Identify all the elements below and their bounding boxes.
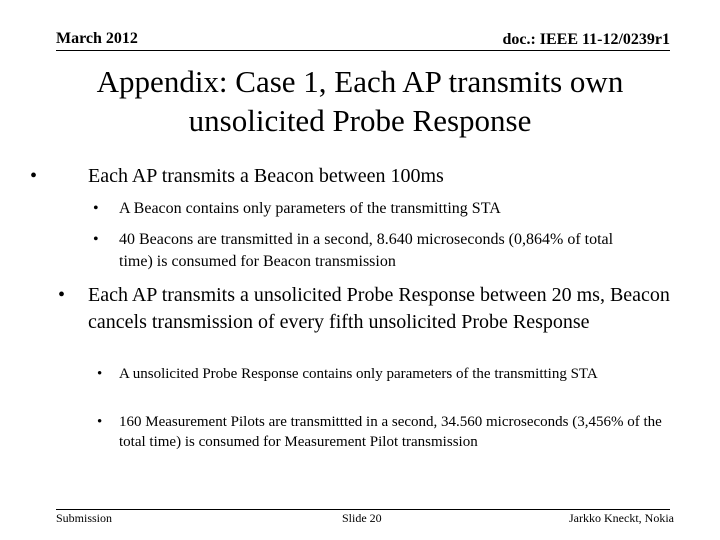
footer-submission: Submission xyxy=(56,511,113,525)
bullet-1-sub-1 xyxy=(93,198,679,220)
header-date: March 2012 xyxy=(56,30,138,47)
bullet-1-text: Each AP transmits a Beacon between 100ms xyxy=(88,165,444,187)
bullet-1-sub-2 xyxy=(93,229,619,273)
bullet-dot-icon: • xyxy=(93,200,99,217)
title-line-2: unsolicited Probe Response xyxy=(188,103,532,138)
bullet-2-sub-1-text: A unsolicited Probe Response contains only parameters of the transmitting STA xyxy=(119,366,598,382)
bullet-2-sub-2 xyxy=(97,413,679,452)
bullet-dot-icon: • xyxy=(97,366,103,382)
bullet-2-sub-1 xyxy=(97,365,679,385)
bullet-dot-icon: • xyxy=(30,165,38,187)
title-line-1: Appendix: Case 1, Each AP transmits own xyxy=(96,64,624,99)
slide-title xyxy=(30,62,690,140)
footer-author: Jarkko Kneckt, Nokia xyxy=(569,511,674,525)
header-rule xyxy=(56,50,670,51)
bullet-dot-icon: • xyxy=(97,414,103,430)
header-doc-id: doc.: IEEE 11-12/0239r1 xyxy=(502,31,670,48)
bullet-dot-icon: • xyxy=(58,284,66,306)
footer-slide-number: Slide 20 xyxy=(342,511,382,525)
bullet-2-text: Each AP transmits a unsolicited Probe Response between 20 ms, Beacon cancels transmission of every fifth unsolicited Probe Response xyxy=(88,284,670,333)
bullet-1-sub-1-text: A Beacon contains only parameters of the transmitting STA xyxy=(119,200,501,217)
bullet-1-sub-2-text: 40 Beacons are transmitted in a second, 8.640 microseconds (0,864% of total time) is consumed for Beacon transmission xyxy=(119,231,614,270)
bullet-dot-icon: • xyxy=(93,231,99,248)
footer-rule xyxy=(56,509,670,510)
bullet-2-sub-2-text: 160 Measurement Pilots are transmittted in a second, 34.560 microseconds (3,456% of the total time) is consumed for Measurement Pilot transmission xyxy=(119,414,662,450)
